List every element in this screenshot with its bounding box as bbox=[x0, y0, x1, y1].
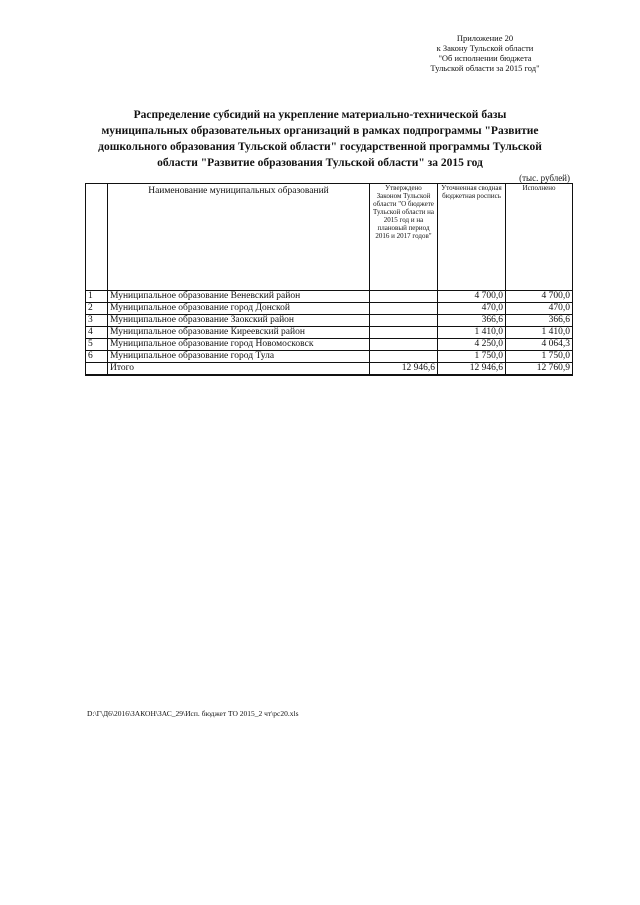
document-title bbox=[80, 107, 560, 171]
appendix-line: Приложение 20 bbox=[456, 33, 514, 43]
row-revised: 1 410,0 bbox=[438, 327, 506, 339]
total-executed: 12 760,9 bbox=[506, 363, 573, 376]
total-number bbox=[86, 363, 108, 376]
row-name: Муниципальное образование город Тула bbox=[108, 351, 370, 363]
table-row bbox=[86, 303, 573, 315]
row-name: Муниципальное образование Веневский район bbox=[108, 291, 370, 303]
row-name: Муниципальное образование город Донской bbox=[108, 303, 370, 315]
total-label: Итого bbox=[108, 363, 370, 376]
row-revised: 1 750,0 bbox=[438, 351, 506, 363]
appendix-line: "Об исполнении бюджета bbox=[438, 53, 532, 63]
row-number: 3 bbox=[86, 315, 108, 327]
row-approved bbox=[370, 303, 438, 315]
row-approved bbox=[370, 315, 438, 327]
appendix-line: Тульской области за 2015 год" bbox=[430, 63, 540, 73]
file-path-footer: D:\Г\Д6\2016\ЗАКОН\ЗАС_29\Исп. бюджет ТО 2015_2 чт\рс20.xls bbox=[87, 709, 299, 718]
row-executed: 4 064,3 bbox=[506, 339, 573, 351]
table-header-row bbox=[86, 184, 573, 291]
row-number: 6 bbox=[86, 351, 108, 363]
appendix-line: к Закону Тульской области bbox=[436, 43, 534, 53]
row-revised: 366,6 bbox=[438, 315, 506, 327]
row-executed: 470,0 bbox=[506, 303, 573, 315]
units-label: (тыс. рублей) bbox=[519, 173, 570, 183]
row-executed: 366,6 bbox=[506, 315, 573, 327]
header-number bbox=[86, 184, 108, 291]
row-number: 5 bbox=[86, 339, 108, 351]
table-row bbox=[86, 315, 573, 327]
row-name: Муниципальное образование город Новомосковск bbox=[108, 339, 370, 351]
row-executed: 1 750,0 bbox=[506, 351, 573, 363]
title-line: дошкольного образования Тульской области" государственной программы Тульской bbox=[98, 141, 542, 153]
header-approved: Утверждено Законом Тульской области "О бюджете Тульской области на 2015 год и на плановый период 2016 и 2017 годов" bbox=[370, 184, 438, 291]
row-executed: 4 700,0 bbox=[506, 291, 573, 303]
row-number: 4 bbox=[86, 327, 108, 339]
total-approved: 12 946,6 bbox=[370, 363, 438, 376]
row-revised: 4 700,0 bbox=[438, 291, 506, 303]
row-name: Муниципальное образование Киреевский район bbox=[108, 327, 370, 339]
table-row bbox=[86, 327, 573, 339]
row-revised: 470,0 bbox=[438, 303, 506, 315]
row-approved bbox=[370, 291, 438, 303]
row-number: 1 bbox=[86, 291, 108, 303]
header-executed: Исполнено bbox=[506, 184, 573, 291]
row-approved bbox=[370, 339, 438, 351]
header-revised: Уточненная сводная бюджетная роспись bbox=[438, 184, 506, 291]
table-row bbox=[86, 291, 573, 303]
appendix-block bbox=[380, 33, 590, 73]
row-approved bbox=[370, 351, 438, 363]
row-approved bbox=[370, 327, 438, 339]
row-name: Муниципальное образование Заокский район bbox=[108, 315, 370, 327]
subsidy-table bbox=[85, 183, 573, 376]
total-revised: 12 946,6 bbox=[438, 363, 506, 376]
table-row bbox=[86, 351, 573, 363]
row-number: 2 bbox=[86, 303, 108, 315]
title-line: Распределение субсидий на укрепление материально-технической базы bbox=[133, 109, 507, 121]
table-row bbox=[86, 339, 573, 351]
row-revised: 4 250,0 bbox=[438, 339, 506, 351]
table-total-row bbox=[86, 363, 573, 376]
title-line: области "Развитие образования Тульской области" за 2015 год bbox=[157, 157, 483, 169]
row-executed: 1 410,0 bbox=[506, 327, 573, 339]
title-line: муниципальных образовательных организаций в рамках подпрограммы "Развитие bbox=[101, 125, 539, 137]
header-name: Наименование муниципальных образований bbox=[108, 184, 370, 291]
